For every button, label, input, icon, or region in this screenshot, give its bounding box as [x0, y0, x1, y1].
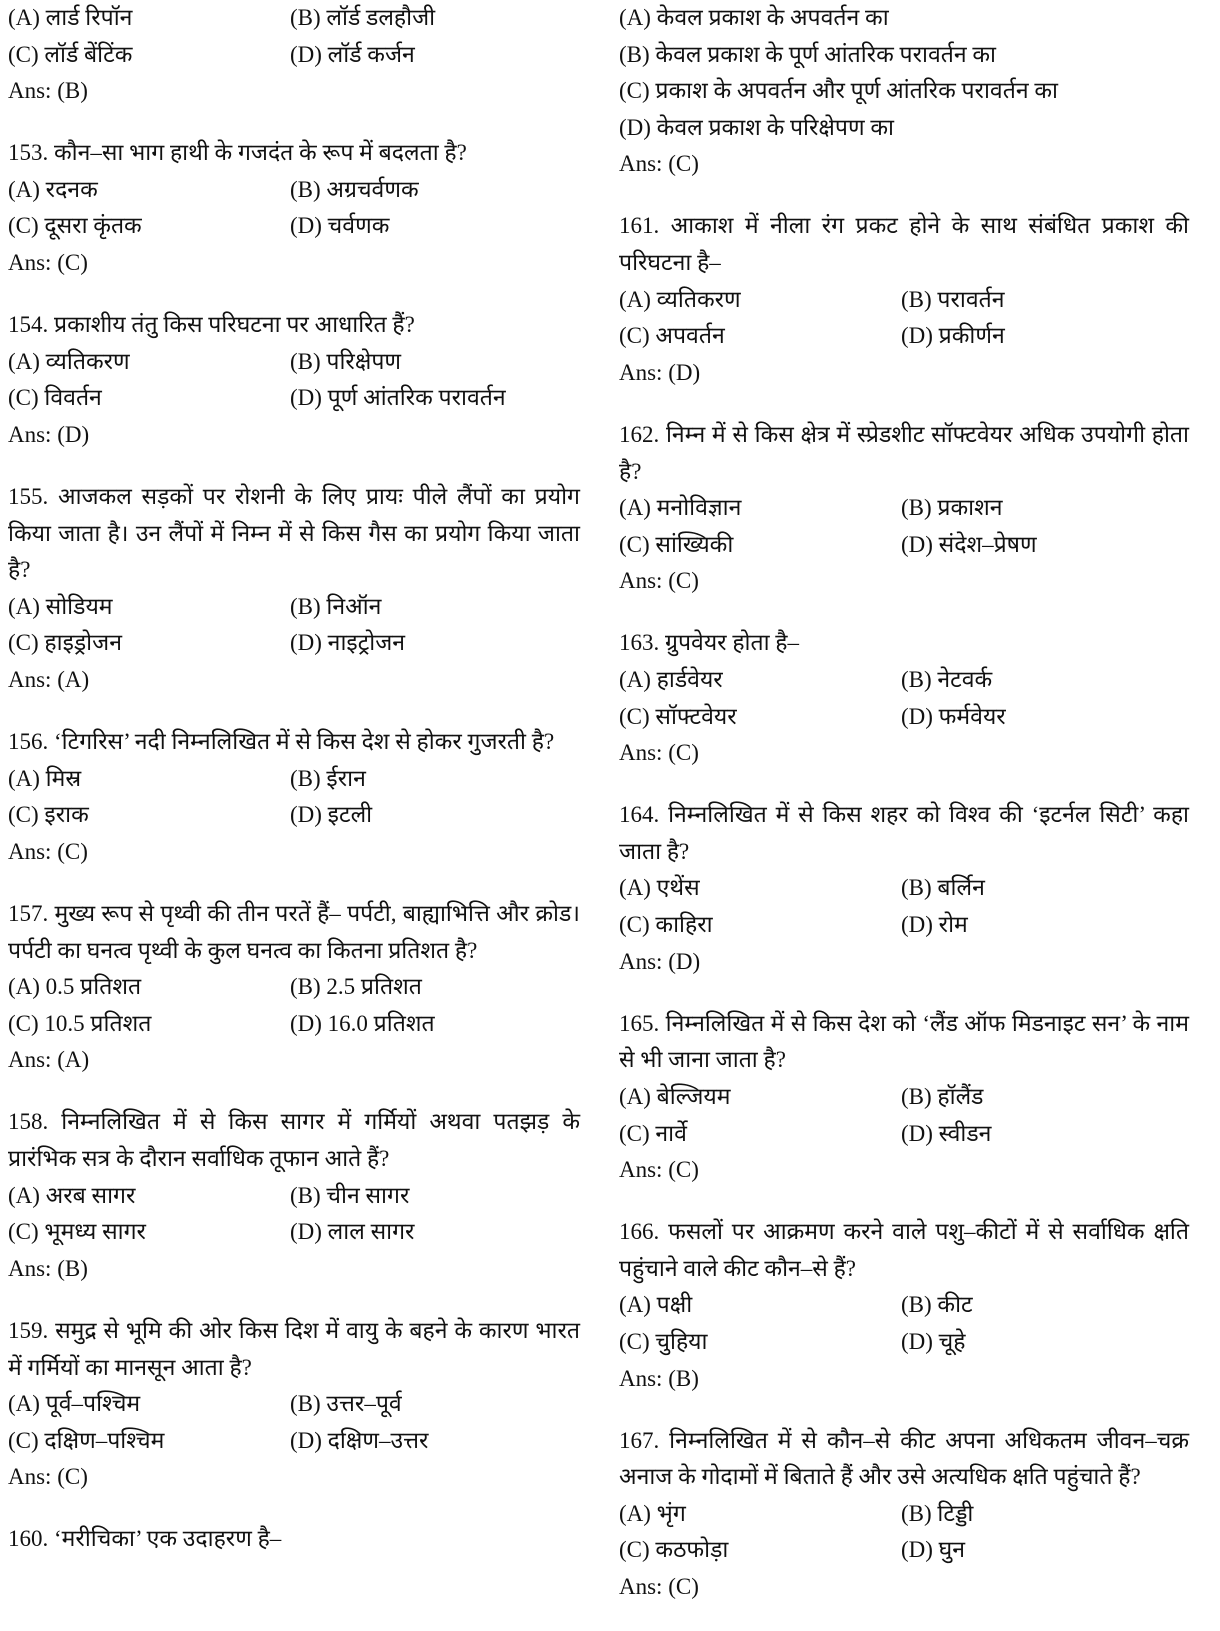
option: (D) फर्मवेयर — [901, 703, 1006, 729]
option: (A) सोडियम — [8, 593, 113, 619]
answer: Ans: (C) — [8, 838, 88, 864]
option: (D) संदेश–प्रेषण — [901, 531, 1037, 557]
answer: Ans: (C) — [8, 250, 88, 276]
option: (B) हॉलैंड — [901, 1083, 984, 1109]
question-text: 158. निम्नलिखित में से किस सागर में गर्मियों अथवा पतझड़ के प्रारंभिक सत्र के दौरान सर्वाधिक तूफान आते हैं? — [8, 1109, 580, 1172]
options — [8, 761, 580, 834]
option: (B) केवल प्रकाश के पूर्ण आंतरिक परावर्तन का — [619, 41, 997, 67]
option: (C) इराक — [8, 802, 89, 828]
options — [8, 0, 580, 73]
question-text: 167. निम्नलिखित में से कौन–से कीट अपना अधिकतम जीवन–चक्र अनाज के गोदामों में बिताते हैं और उसे अत्यधिक क्षति पहुंचाते हैं? — [619, 1427, 1189, 1490]
question-text: 163. ग्रुपवेयर होता है– — [619, 630, 800, 656]
option: (B) टिड्डी — [901, 1500, 974, 1526]
answer: Ans: (A) — [8, 1047, 90, 1073]
answer: Ans: (C) — [8, 1464, 88, 1490]
question-block — [619, 797, 1189, 980]
option: (C) कठफोड़ा — [619, 1537, 729, 1563]
option: (D) चर्वणक — [290, 213, 390, 239]
answer: Ans: (D) — [619, 359, 701, 385]
option: (D) केवल प्रकाश के परिक्षेपण का — [619, 114, 894, 140]
question-block — [619, 417, 1189, 600]
question-block — [619, 1006, 1189, 1189]
option: (C) काहिरा — [619, 912, 713, 938]
option: (A) भृंग — [619, 1500, 686, 1526]
option: (B) चीन सागर — [290, 1182, 410, 1208]
options — [8, 589, 580, 662]
options — [619, 1496, 1189, 1569]
question-text: 160. ‘मरीचिका’ एक उदाहरण है– — [8, 1526, 282, 1552]
option: (C) चुहिया — [619, 1329, 708, 1354]
option: (C) हाइड्रोजन — [8, 630, 122, 656]
option: (D) रोम — [901, 912, 968, 938]
question-block — [8, 307, 580, 453]
option: (D) पूर्ण आंतरिक परावर्तन — [290, 385, 506, 411]
option: (C) प्रकाश के अपवर्तन और पूर्ण आंतरिक परावर्तन का — [619, 78, 1058, 104]
option: (D) 16.0 प्रतिशत — [290, 1010, 435, 1036]
option: (C) दूसरा कृंतक — [8, 213, 142, 239]
question-block — [8, 1521, 580, 1558]
option: (A) मिस्र — [8, 765, 82, 791]
answer: Ans: (B) — [8, 78, 88, 104]
option: (B) 2.5 प्रतिशत — [290, 974, 422, 1000]
answer: Ans: (D) — [619, 948, 701, 974]
option: (C) दक्षिण–पश्चिम — [8, 1427, 165, 1453]
option: (C) भूमध्य सागर — [8, 1219, 146, 1245]
answer: Ans: (A) — [8, 667, 90, 692]
option: (D) लाल सागर — [290, 1219, 415, 1245]
option: (A) रदनक — [8, 176, 98, 202]
question-block — [619, 625, 1189, 771]
option: (D) प्रकीर्णन — [901, 323, 1005, 349]
options — [8, 1178, 580, 1251]
answer: Ans: (C) — [619, 740, 699, 766]
option: (D) घुन — [901, 1537, 966, 1563]
answer: Ans: (C) — [619, 1157, 699, 1183]
option: (B) कीट — [901, 1292, 973, 1318]
right-column — [619, 0, 1189, 1631]
options — [619, 0, 1189, 146]
option: (B) नेटवर्क — [901, 667, 993, 692]
options — [8, 344, 580, 417]
option: (D) इटली — [290, 802, 373, 828]
question-text: 155. आजकल सड़कों पर रोशनी के लिए प्रायः पीले लैंपों का प्रयोग किया जाता है। उन लैंपों में निम्न में से किस गैस का प्रयोग किया जाता है? — [8, 484, 580, 583]
option: (A) केवल प्रकाश के अपवर्तन का — [619, 5, 889, 30]
question-block — [8, 479, 580, 699]
option: (C) अपवर्तन — [619, 323, 725, 349]
option: (A) मनोविज्ञान — [619, 495, 742, 521]
option: (A) लार्ड रिपॉन — [8, 5, 133, 30]
question-text: 164. निम्नलिखित में से किस शहर को विश्व की ‘इटर्नल सिटी’ कहा जाता है? — [619, 802, 1189, 864]
option: (D) लॉर्ड कर्जन — [290, 41, 415, 67]
option: (A) एथेंस — [619, 875, 700, 901]
answer: Ans: (D) — [8, 421, 90, 447]
options — [8, 1386, 580, 1459]
option: (B) अग्रचर्वणक — [290, 176, 419, 202]
option: (D) नाइट्रोजन — [290, 630, 406, 656]
option: (C) 10.5 प्रतिशत — [8, 1010, 152, 1036]
question-block — [8, 896, 580, 1079]
options — [619, 662, 1189, 735]
options — [619, 282, 1189, 355]
option: (A) हार्डवेयर — [619, 667, 723, 692]
question-block — [619, 1423, 1189, 1606]
answer: Ans: (C) — [619, 568, 699, 594]
option: (A) 0.5 प्रतिशत — [8, 974, 142, 1000]
option: (C) लॉर्ड बेंटिंक — [8, 41, 133, 67]
option: (A) व्यतिकरण — [8, 348, 130, 374]
question-block — [619, 1214, 1189, 1397]
question-block — [8, 1313, 580, 1496]
option: (A) अरब सागर — [8, 1182, 136, 1208]
question-text: 159. समुद्र से भूमि की ओर किस दिश में वायु के बहने के कारण भारत में गर्मियों का मानसून आता है? — [8, 1317, 580, 1380]
option: (B) बर्लिन — [901, 875, 985, 901]
answer: Ans: (C) — [619, 151, 699, 177]
question-block — [8, 1104, 580, 1287]
option: (D) चूहे — [901, 1329, 966, 1354]
option: (A) व्यतिकरण — [619, 286, 741, 312]
options — [8, 969, 580, 1042]
left-column — [8, 0, 580, 1583]
question-block — [8, 0, 580, 110]
option: (B) उत्तर–पूर्व — [290, 1391, 402, 1417]
question-text: 161. आकाश में नीला रंग प्रकट होने के साथ संबंधित प्रकाश की परिघटना है– — [619, 213, 1189, 276]
question-block — [8, 724, 580, 870]
option: (B) निऑन — [290, 593, 382, 619]
question-text: 162. निम्न में से किस क्षेत्र में स्प्रेडशीट सॉफ्टवेयर अधिक उपयोगी होता है? — [619, 421, 1189, 484]
option: (B) ईरान — [290, 765, 366, 791]
option: (C) नार्वे — [619, 1120, 687, 1146]
question-text: 156. ‘टिगरिस’ नदी निम्नलिखित में से किस देश से होकर गुजरती है? — [8, 729, 555, 755]
question-block — [8, 135, 580, 281]
option: (C) सॉफ्टवेयर — [619, 703, 737, 729]
question-text: 154. प्रकाशीय तंतु किस परिघटना पर आधारित हैं? — [8, 312, 415, 338]
question-text: 157. मुख्य रूप से पृथ्वी की तीन परतें हैं– पर्पटी, बाह्याभित्ति और क्रोड। पर्पटी का घनत्व पृथ्वी के कुल घनत्व का कितना प्रतिशत है? — [8, 900, 580, 963]
options — [8, 172, 580, 245]
answer: Ans: (B) — [8, 1255, 88, 1281]
option: (C) सांख्यिकी — [619, 531, 734, 557]
option: (D) दक्षिण–उत्तर — [290, 1427, 429, 1453]
question-text: 165. निम्नलिखित में से किस देश को ‘लैंड ऑफ मिडनाइट सन’ के नाम से भी जाना जाता है? — [619, 1010, 1189, 1073]
option: (A) पूर्व–पश्चिम — [8, 1391, 141, 1417]
question-text: 153. कौन–सा भाग हाथी के गजदंत के रूप में बदलता है? — [8, 140, 467, 166]
option: (B) लॉर्ड डलहौजी — [290, 5, 436, 30]
option: (A) बेल्जियम — [619, 1083, 731, 1109]
answer: Ans: (B) — [619, 1365, 699, 1391]
option: (A) पक्षी — [619, 1292, 693, 1318]
options — [619, 1287, 1189, 1360]
question-block — [619, 0, 1189, 183]
answer: Ans: (C) — [619, 1574, 699, 1600]
option: (B) परिक्षेपण — [290, 348, 402, 374]
option: (B) परावर्तन — [901, 286, 1005, 312]
options — [619, 490, 1189, 563]
options — [619, 1079, 1189, 1152]
question-text: 166. फसलों पर आक्रमण करने वाले पशु–कीटों में से सर्वाधिक क्षति पहुंचाने वाले कीट कौन–से हैं? — [619, 1219, 1189, 1281]
options — [619, 870, 1189, 943]
option: (B) प्रकाशन — [901, 495, 1003, 521]
question-block — [619, 208, 1189, 391]
option: (C) विवर्तन — [8, 385, 102, 411]
option: (D) स्वीडन — [901, 1120, 992, 1146]
